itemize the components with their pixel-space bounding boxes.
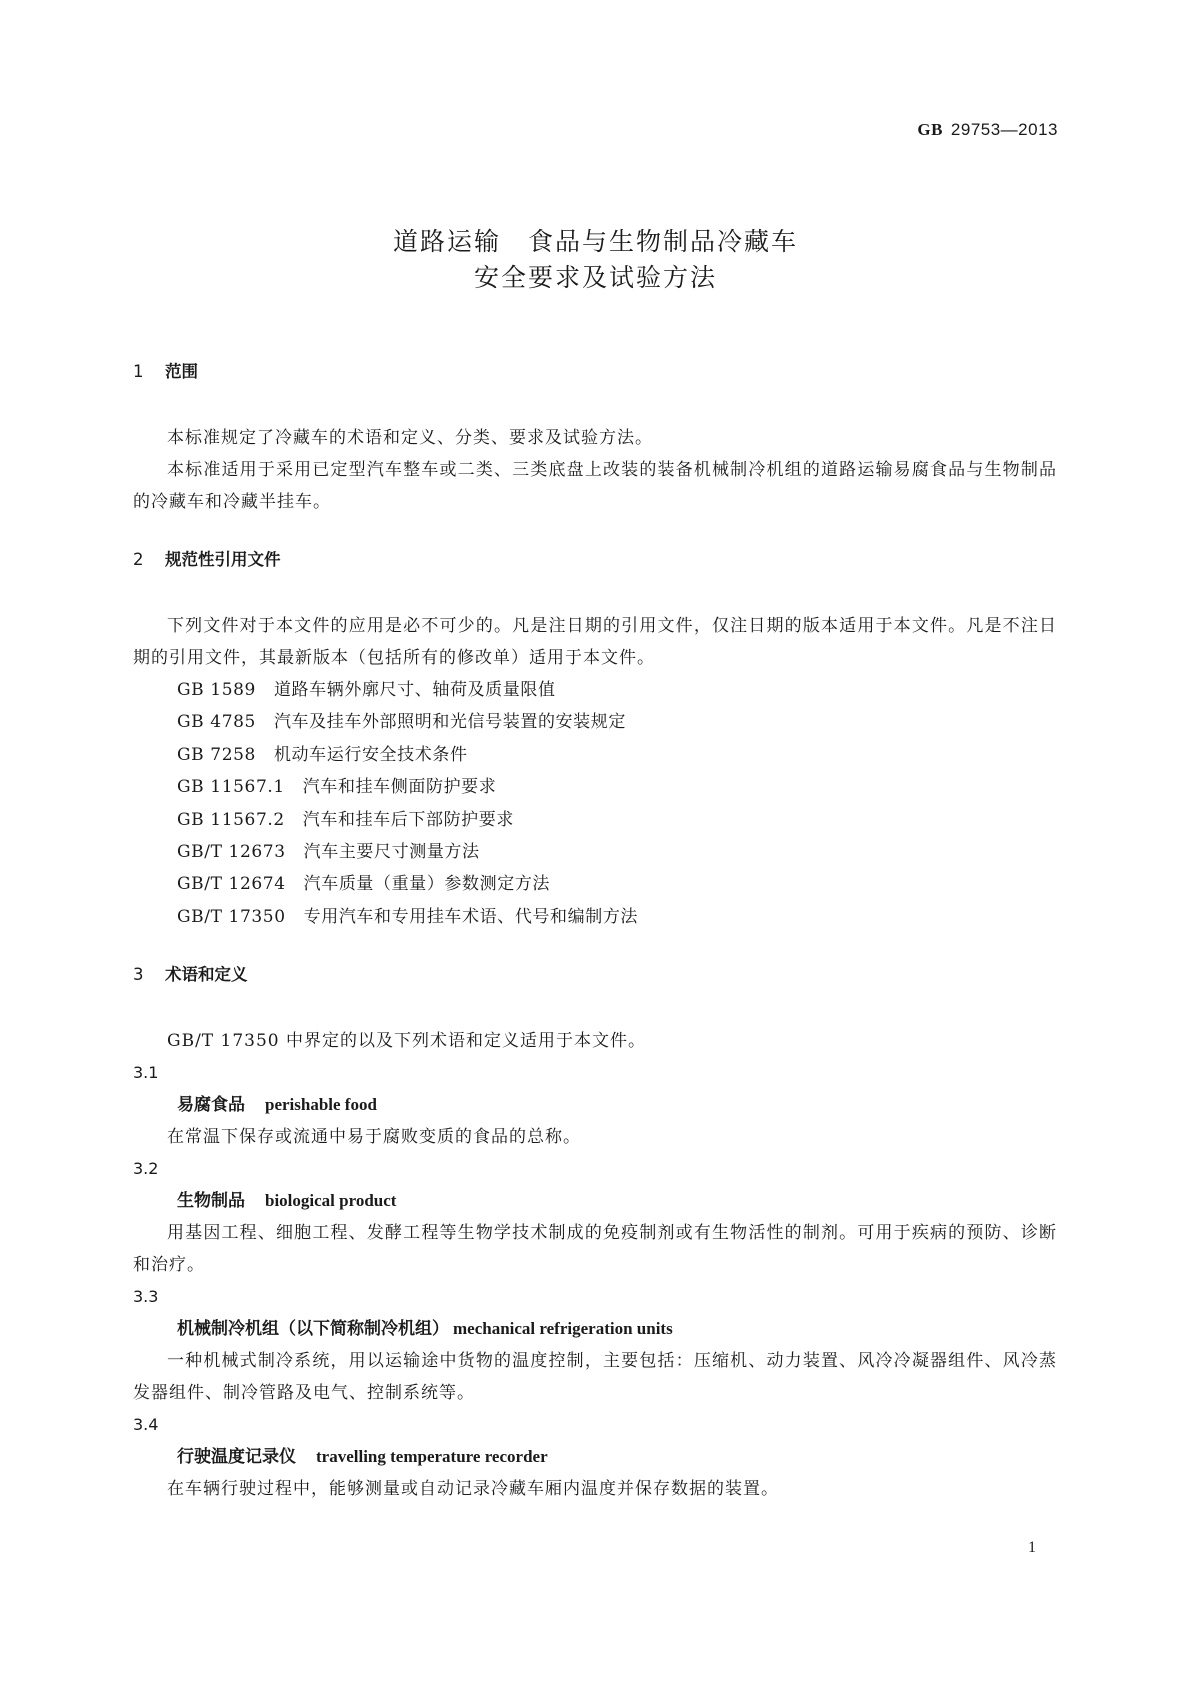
references-intro: 下列文件对于本文件的应用是必不可少的。凡是注日期的引用文件，仅注日期的版本适用于本文件。凡是不注日期的引用文件，其最新版本（包括所有的修改单）适用于本文件。 [133,616,1057,668]
term-heading: 生物制品 biological product [177,1191,397,1212]
scope-paragraph-1: 本标准规定了冷藏车的术语和定义、分类、要求及试验方法。 [167,428,653,448]
page-number: 1 [1028,1539,1036,1556]
document-body [133,360,1057,1505]
standard-number [917,120,1058,140]
clause-number: 3.2 [133,1159,159,1179]
reference-item: GB/T 17350 专用汽车和专用挂车术语、代号和编制方法 [177,906,639,927]
section-2-heading: 2 规范性引用文件 [133,550,281,569]
term-heading: 易腐食品 perishable food [177,1095,377,1116]
clause-number: 3.1 [133,1063,159,1083]
reference-item: GB 11567.1 汽车和挂车侧面防护要求 [177,777,497,798]
scope-paragraph-2: 本标准适用于采用已定型汽车整车或二类、三类底盘上改装的装备机械制冷机组的道路运输易腐食品与生物制品的冷藏车和冷藏半挂车。 [133,460,1057,512]
section-3-heading: 3 术语和定义 [133,965,248,985]
reference-item: GB/T 12674 汽车质量（重量）参数测定方法 [177,874,551,895]
clause-number: 3.3 [133,1287,159,1307]
reference-item: GB 11567.2 汽车和挂车后下部防护要求 [177,809,514,830]
reference-item: GB 4785 汽车及挂车外部照明和光信号装置的安装规定 [177,712,626,733]
clause-number: 3.4 [133,1415,159,1435]
term-heading: 行驶温度记录仪 travelling temperature recorder [177,1447,548,1468]
term-definition: 在常温下保存或流通中易于腐败变质的食品的总称。 [167,1127,581,1148]
terms-intro: GB/T 17350 中界定的以及下列术语和定义适用于本文件。 [167,1031,647,1052]
title-line-1: 道路运输 食品与生物制品冷藏车 [392,227,798,256]
term-definition: 一种机械式制冷系统，用以运输途中货物的温度控制，主要包括：压缩机、动力装置、风冷冷凝器组件、风冷蒸发器组件、制冷管路及电气、控制系统等。 [133,1351,1057,1404]
reference-item: GB 1589 道路车辆外廓尺寸、轴荷及质量限值 [177,680,556,700]
term-definition: 在车辆行驶过程中，能够测量或自动记录冷藏车厢内温度并保存数据的装置。 [167,1479,779,1500]
title-line-2: 安全要求及试验方法 [473,263,717,292]
standard-prefix: GB [917,120,943,139]
term-definition: 用基因工程、细胞工程、发酵工程等生物学技术制成的免疫制剂或有生物活性的制剂。可用于疾病的预防、诊断和治疗。 [133,1223,1057,1276]
document-title [0,224,1191,296]
reference-item: GB/T 12673 汽车主要尺寸测量方法 [177,842,480,863]
section-1-heading: 1 范围 [133,362,198,381]
term-heading: 机械制冷机组（以下简称制冷机组） mechanical refrigeration units [177,1319,673,1340]
standard-code: 29753—2013 [950,120,1058,139]
reference-item: GB 7258 机动车运行安全技术条件 [177,744,468,765]
